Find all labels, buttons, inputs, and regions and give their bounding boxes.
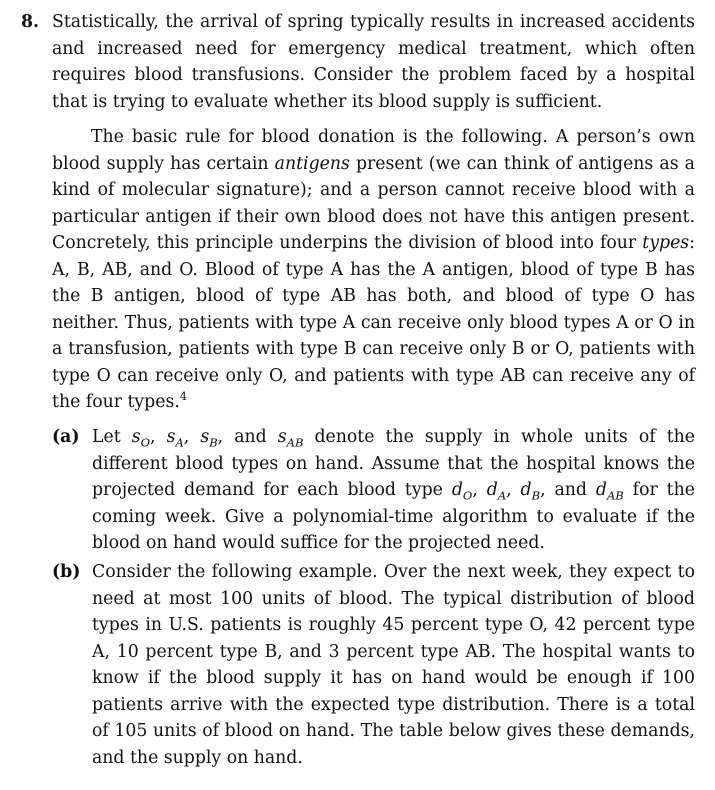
part-a-text: , xyxy=(472,480,487,500)
part-b-paragraph: Consider the following example. Over the next week, they expect to need at most 100 units of blood. The typical distribution of blood types in U.S. patients is roughly 45 percent type O, 42 percent type A, 10 percent type B, and 3 percent type AB. The hospital wants to know if the blood supply it has on hand would be enough if 100 patients arrive with the expected type distribution. There is a total of 105 units of blood on hand. The table below gives these demands, and the supply on hand. xyxy=(92,562,695,768)
part-a-text: Let xyxy=(92,427,132,447)
math-s-a: $s_A$ xyxy=(166,427,184,450)
part-a-label: (a) xyxy=(52,427,80,447)
rule-text-2: present (we can think of antigens as a kind of molecular signature); and a person cannot receive blood with a particular antigen if their own blood does not have this antigen present. Concretely, this principle underpins the division of blood into four xyxy=(52,153,695,253)
part-a-text: , xyxy=(506,480,521,500)
problem-number: 8. xyxy=(21,12,40,32)
part-a-text: , and xyxy=(540,480,596,500)
part-a-text: for the coming week. Give a polynomial-time algorithm to evaluate if the blood on hand would suffice for the projected need. xyxy=(92,480,695,553)
rule-text-3: : A, B, AB, and O. Blood of type A has the A antigen, blood of type B has the B antigen, blood of type AB has both, and blood of type O has neither. Thus, patients with type A can receive only blood types A or O in a transfusion, patients with type B can receive only B or O, patients with type O can receive only O, and patients with type AB can receive any of the four types. xyxy=(52,233,695,412)
part-a-text: denote the supply in whole units of the different blood types on hand. Assume that the hospital knows the projected demand for each blood type xyxy=(92,427,695,500)
part-a-paragraph xyxy=(92,424,695,557)
math-s-b: $s_B$ xyxy=(200,427,218,450)
part-a-text: , xyxy=(150,427,167,447)
part-a-text: , and xyxy=(217,427,278,447)
part-a-text: , xyxy=(183,427,201,447)
blood-donation-rule-paragraph xyxy=(52,124,695,416)
math-d-ab: $d_{AB}$ xyxy=(595,480,624,503)
math-d-a: $d_A$ xyxy=(486,480,507,503)
term-antigens: antigens xyxy=(274,153,350,174)
rule-text-1: The basic rule for blood donation is the following. A person’s own blood supply has certain xyxy=(52,127,695,174)
problem-intro-paragraph: Statistically, the arrival of spring typically results in increased accidents and increased need for emergency medical treatment, which often requires blood transfusions. Consider the problem faced by a hospital that is trying to evaluate whether its blood supply is sufficient. xyxy=(52,12,695,112)
term-types: types xyxy=(642,233,690,253)
part-b-label: (b) xyxy=(52,562,81,582)
footnote-marker: 4 xyxy=(179,390,187,404)
math-s-o: $s_O$ xyxy=(131,427,151,450)
math-s-ab: $s_{AB}$ xyxy=(277,427,304,450)
math-d-o: $d_O$ xyxy=(451,480,473,503)
math-d-b: $d_B$ xyxy=(520,480,541,503)
